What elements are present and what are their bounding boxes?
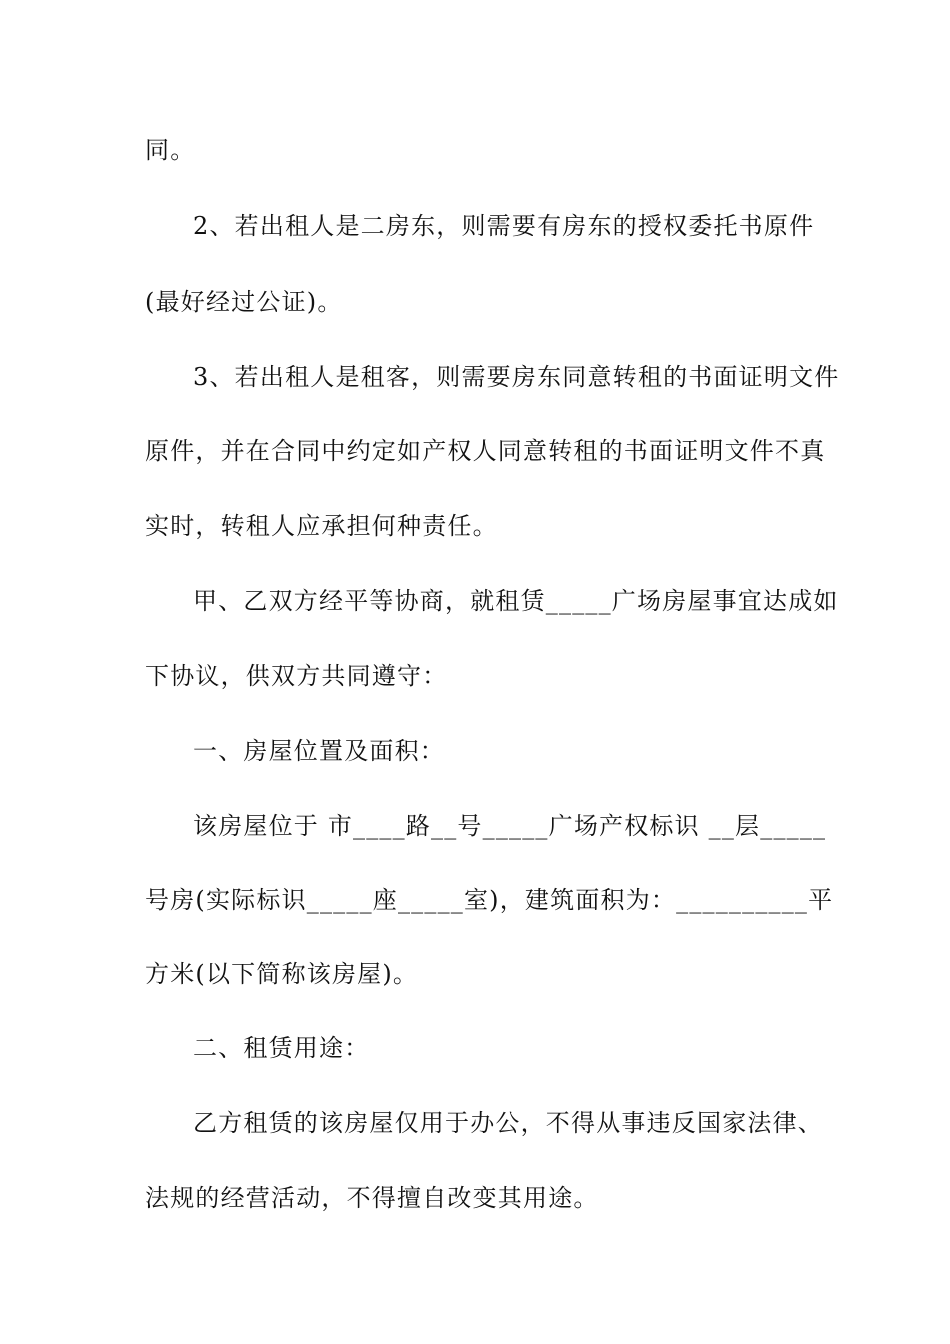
text-line: 实时，转租人应承担何种责任。	[145, 512, 498, 540]
text-line: 甲、乙双方经平等协商，就租赁_____广场房屋事宜达成如	[193, 587, 839, 615]
text-line: 下协议，供双方共同遵守：	[145, 662, 448, 690]
text-line: 方米(以下简称该房屋)。	[145, 960, 419, 988]
text-line: 该房屋位于 市____路__号_____广场产权标识 __层_____	[193, 812, 827, 840]
text-line: 3、若出租人是租客，则需要房东同意转租的书面证明文件	[193, 363, 840, 391]
text-line: 原件，并在合同中约定如产权人同意转租的书面证明文件不真	[145, 437, 826, 465]
section-heading: 二、租赁用途：	[193, 1034, 370, 1062]
text-line: 号房(实际标识_____座_____室)，建筑面积为：__________平	[145, 886, 834, 914]
text-line: 2、若出租人是二房东，则需要有房东的授权委托书原件	[193, 212, 815, 240]
section-heading: 一、房屋位置及面积：	[193, 737, 445, 765]
text-line: 乙方租赁的该房屋仅用于办公，不得从事违反国家法律、	[193, 1109, 823, 1137]
text-line: (最好经过公证)。	[145, 288, 343, 316]
text-line: 同。	[145, 136, 196, 164]
text-line: 法规的经营活动，不得擅自改变其用途。	[145, 1184, 599, 1212]
